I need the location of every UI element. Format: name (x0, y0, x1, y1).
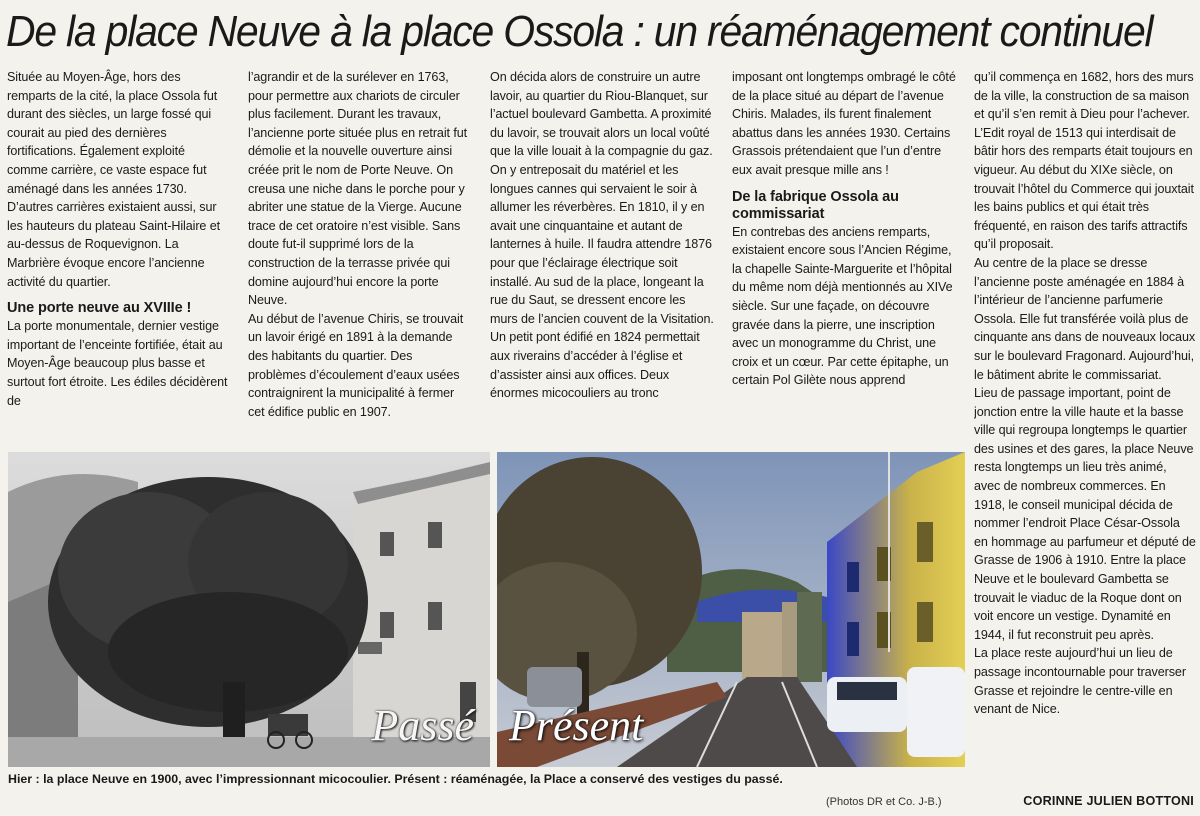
paragraph: imposant ont longtemps ombragé le côté de la place situé au départ de l’avenue Chiris. Malades, ils furent finalement abattus dans les années 1930. Certains Grassois prétendaient que l’un d’entre eux avait presque mille ans ! (732, 70, 956, 177)
paragraph: Au centre de la place se dresse l’ancienne poste aménagée en 1884 à l’intérieur de l’ancienne parfumerie Ossola. Elle fut transférée voilà plus de cinquante ans dans de nouveaux locaux sur le boulevard Fragonard. Aujourd’hui, le bâtiment abrite le commissariat. (974, 255, 1196, 382)
paragraph: l’agrandir et de la surélever en 1763, pour permettre aux chariots de circuler plus facilement. Durant les travaux, l’ancienne porte située plus en retrait fut démolie et la nouvelle ouverture ainsi créée prit le nom de Porte Neuve. On creusa une niche dans le porche pour y abriter une statue de la Vierge. Aucune trace de cet oratoire n’est visible. Sans doute fut-il supprimé lors de la construction de la terrasse privée qui domine aujourd’hui encore la porte Neuve. (248, 70, 468, 308)
paragraph: qu’il commença en 1682, hors des murs de la ville, la construction de sa maison et qu’il s’en remit à Dieu pour l’achever. L’Edit royal de 1513 qui interdisait de bâtir hors des remparts était toujours en vigueur. Au début du XIXe siècle, on trouvait l’hôtel du Commerce qui jouxtait les bains publics et qui était très fréquenté, en raison des tarifs attractifs qu’il proposait. (974, 70, 1194, 252)
paragraph: Lieu de passage important, point de jonction entre la ville haute et la basse ville qui regroupa longtemps le quartier des usines et des gares, la place Neuve resta longtemps un lieu très animé, avec de nombreux commerces. En 1918, le conseil municipal décida de nommer l’endroit Place César-Ossola en hommage au parfumeur et député de Grasse de 1906 à 1910. Entre la place Neuve et le boulevard Gambetta se trouvait le viaduc de la Roque dont on voit encore un vestige. Dynamité en 1944, il fut reconstruit peu après. (974, 386, 1196, 642)
photo-present-label: Présent (509, 701, 644, 750)
article-title: De la place Neuve à la place Ossola : un réaménagement continuel (6, 7, 1153, 56)
paragraph: Au début de l’avenue Chiris, se trouvait un lavoir érigé en 1891 à la demande des habitants du quartier. Des problèmes d’écoulement d’eaux usées contraignirent la municipalité à fermer cet édifice public en 1907. (248, 311, 464, 419)
paragraph: La porte monumentale, dernier vestige important de l’enceinte fortifiée, était au Moyen-Âge beaucoup plus basse et surtout fort étroite. Les édiles décidèrent de (7, 319, 228, 408)
subheading: De la fabrique Ossola au commissariat (732, 188, 899, 222)
text-column-2 (248, 68, 473, 438)
text-column-1 (7, 68, 229, 438)
paragraph: La place reste aujourd’hui un lieu de passage incontournable pour traverser Grasse et rejoindre le centre-ville en venant de Nice. (974, 646, 1186, 717)
subheading: Une porte neuve au XVIIIe ! (7, 300, 192, 317)
photo-past-label: Passé (371, 701, 474, 750)
photo-past (8, 452, 490, 767)
photo-caption: Hier : la place Neuve en 1900, avec l’impressionnant micocoulier. Présent : réaménagée, la Place a conservé des vestiges du passé. (8, 772, 783, 786)
paragraph: On décida alors de construire un autre lavoir, au quartier du Riou-Blanquet, sur l’actuel boulevard Gambetta. A proximité du lavoir, se trouvait alors un local voûté que la ville louait à la compagnie du gaz. On y entreposait du matériel et les longues cannes qui servaient le soir à allumer les réverbères. En 1810, il y en avait une cinquantaine et autant de lanternes à huile. Il faudra attendre 1876 pour que l’éclairage électrique soit installé. Au sud de la place, longeant la rue du Saut, se dressent encore les murs de l’ancien couvent de la Visitation. Un petit pont édifié en 1824 permettait aux riverains d’accéder à l’église et d’assister ainsi aux offices. Deux énormes micocouliers au tronc (490, 70, 714, 401)
photo-credit: (Photos DR et Co. J-B.) (826, 796, 942, 808)
paragraph: En contrebas des anciens remparts, existaient encore sous l’Ancien Régime, la chapelle Sainte-Marguerite et l’hôpital du même nom déjà mentionnés au XIVe siècle. Sur une façade, on découvre gravée dans la pierre, une inscription avec un monogramme du Christ, une croix et un cœur. Par cette épitaphe, un certain Pol Gilète nous apprend (732, 224, 953, 388)
author-byline: CORINNE JULIEN BOTTONI (1023, 794, 1194, 808)
paragraph: Située au Moyen-Âge, hors des remparts de la cité, la place Ossola fut durant des siècles, un large fossé qui courait au pied des dernières fortifications. Également exploité comme carrière, ce vaste espace fut aménagé dans les années 1730. D’autres carrières existaient aussi, sur les hauteurs du plateau Saint-Hilaire et au-dessus de Roquevignon. La Marbrière évoque encore l’ancienne activité du quartier. (7, 70, 221, 289)
text-column-5 (974, 68, 1196, 792)
photo-present (497, 452, 965, 767)
text-column-3 (490, 68, 714, 438)
text-column-4 (732, 68, 957, 438)
